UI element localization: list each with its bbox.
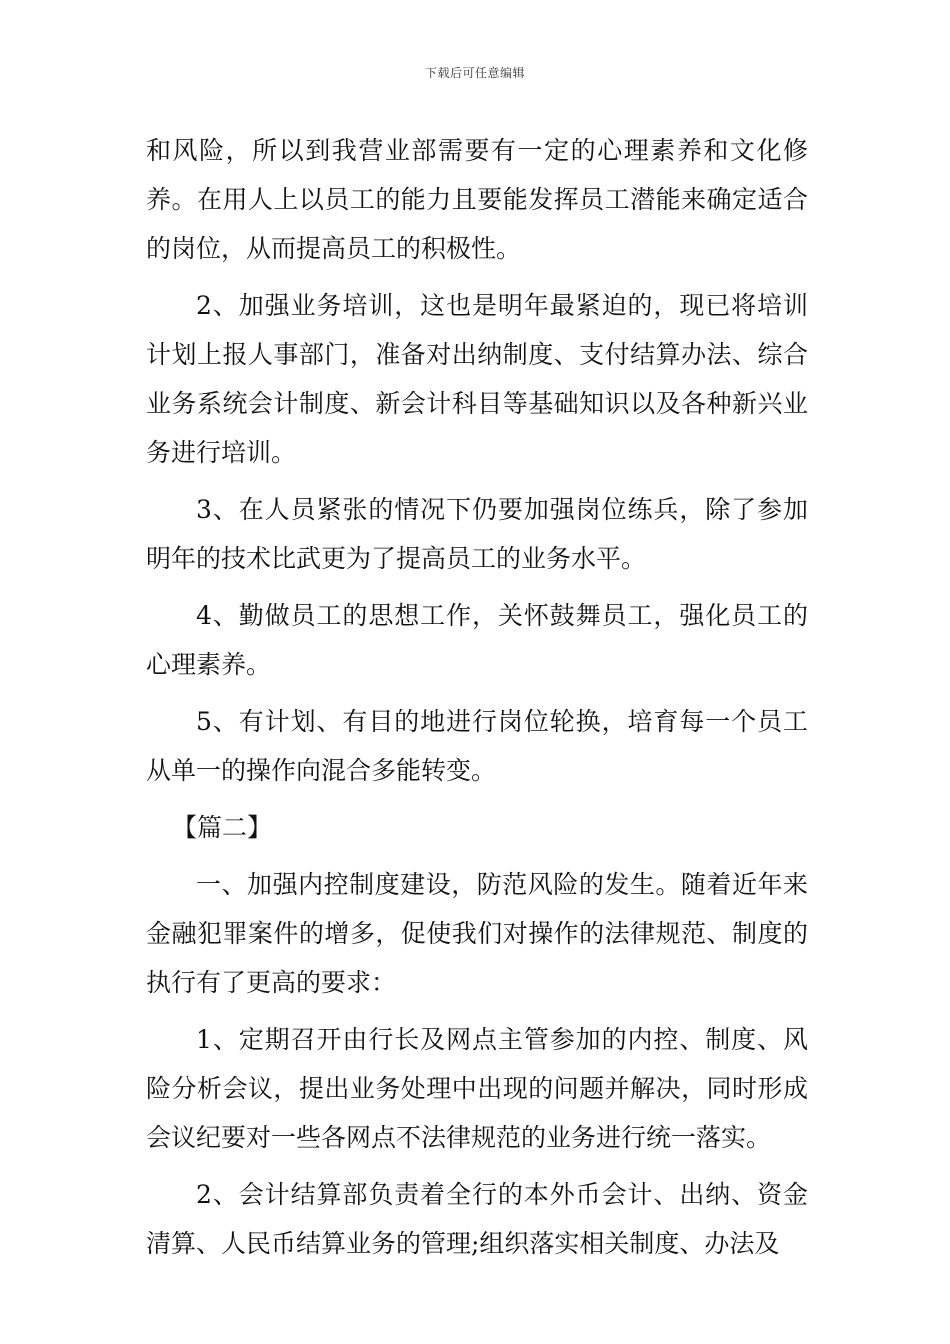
paragraph-item-4: 4、勤做员工的思想工作，关怀鼓舞员工，强化员工的心理素养。 (146, 601, 808, 679)
section-title: 【篇二】 (172, 813, 273, 842)
paragraph-sub-item-2: 2、会计结算部负责着全行的本外币会计、出纳、资金清算、人民币结算业务的管理;组织落实相关制度、办法及 (146, 1180, 808, 1258)
paragraph-continuation: 和风险，所以到我营业部需要有一定的心理素养和文化修养。在用人上以员工的能力且要能发挥员工潜能来确定适合的岗位，从而提高员工的积极性。 (146, 136, 808, 263)
paragraph-section-intro: 一、加强内控制度建设，防范风险的发生。随着近年来金融犯罪案件的增多，促使我们对操作的法律规范、制度的执行有了更高的要求： (146, 870, 808, 997)
paragraph-item-2: 2、加强业务培训，这也是明年最紧迫的，现已将培训计划上报人事部门，准备对出纳制度、支付结算办法、综合业务系统会计制度、新会计科目等基础知识以及各种新兴业务进行培训。 (146, 291, 808, 467)
page-header-note: 下载后可任意编辑 (424, 66, 525, 80)
paragraph-item-5: 5、有计划、有目的地进行岗位轮换，培育每一个员工从单一的操作向混合多能转变。 (146, 707, 808, 785)
paragraph-item-3: 3、在人员紧张的情况下仍要加强岗位练兵，除了参加明年的技术比武更为了提高员工的业务水平。 (146, 495, 808, 573)
document-body (146, 126, 808, 1268)
paragraph-sub-item-1: 1、定期召开由行长及网点主管参加的内控、制度、风险分析会议，提出业务处理中出现的问题并解决，同时形成会议纪要对一些各网点不法律规范的业务进行统一落实。 (146, 1025, 808, 1152)
